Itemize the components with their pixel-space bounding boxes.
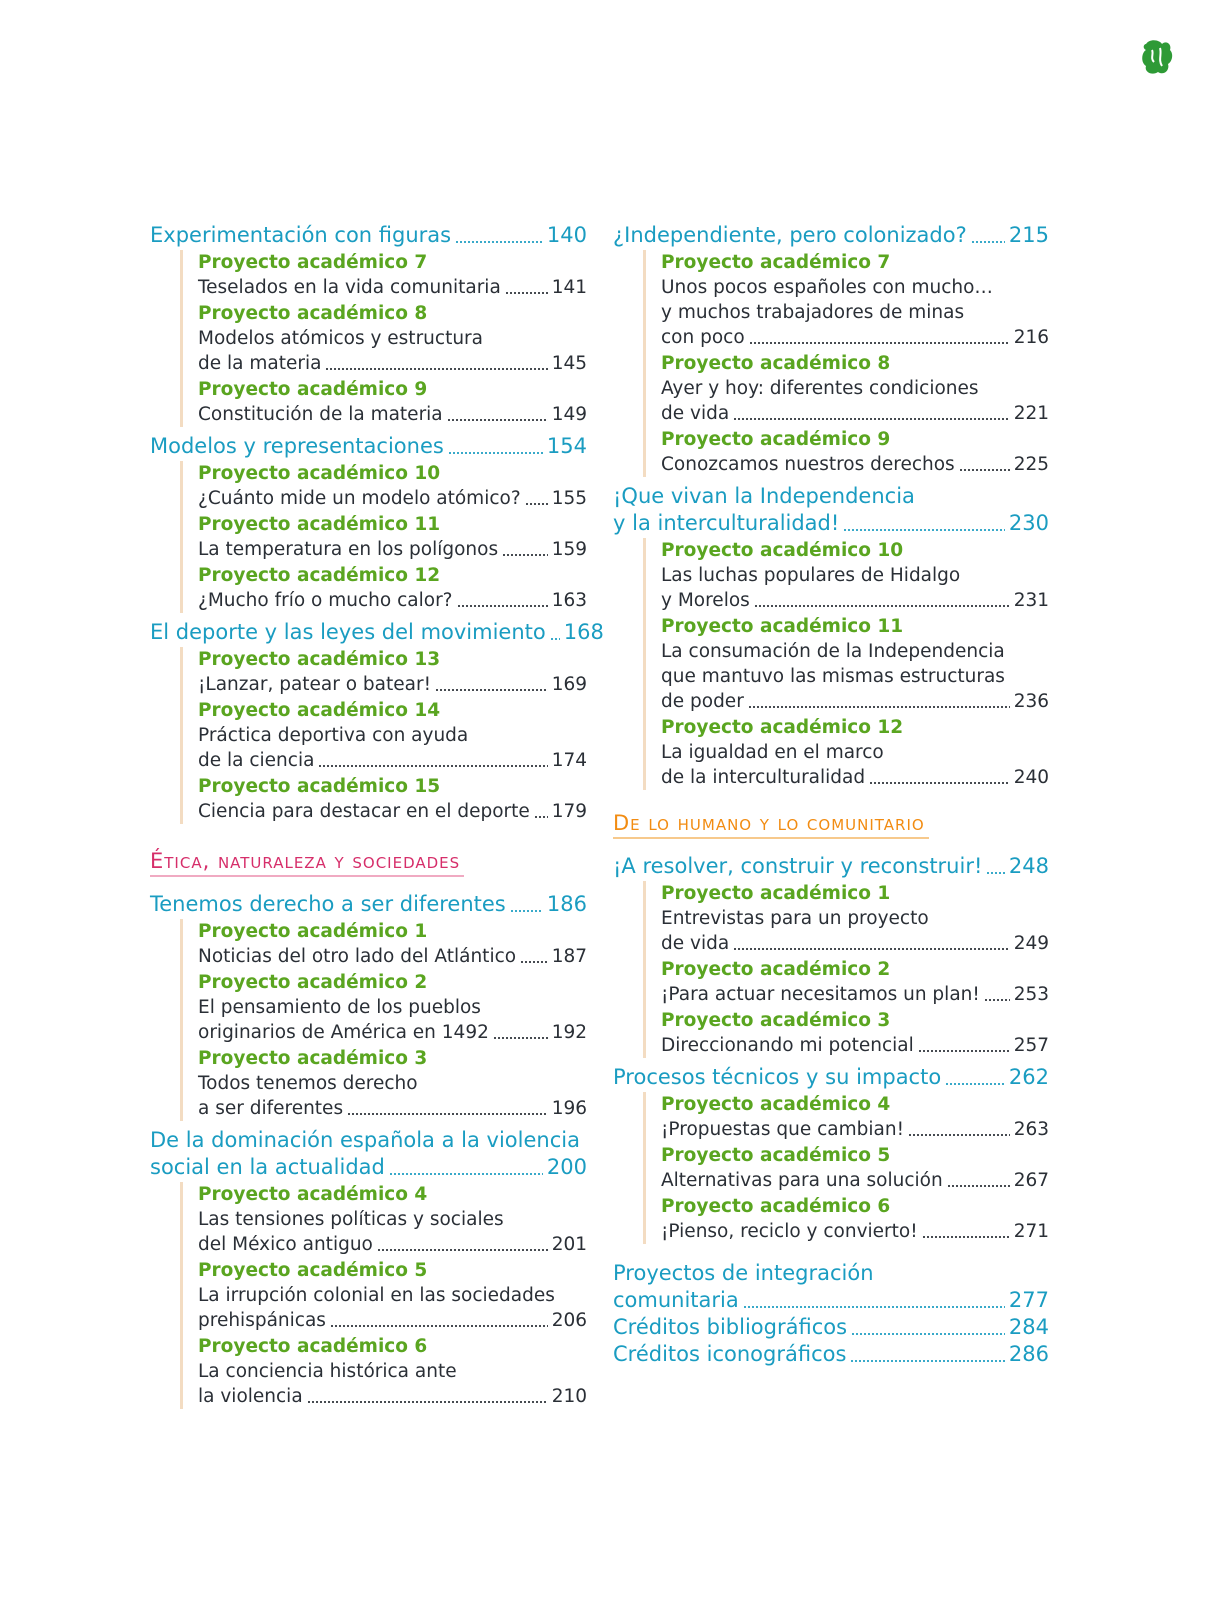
spacer — [613, 1250, 1049, 1260]
page-number: 277 — [1008, 1288, 1049, 1312]
entry-title-text: Modelos y representaciones — [150, 434, 444, 458]
dot-leader — [733, 417, 1010, 421]
project-title-line — [198, 537, 587, 562]
dot-leader — [971, 240, 1005, 244]
project-list — [643, 881, 1049, 1058]
project-label: Proyecto académico 4 — [198, 1184, 428, 1205]
project-title-text: Unos pocos españoles con mucho… — [661, 277, 993, 298]
project-title-line — [198, 1308, 587, 1333]
page-number: 286 — [1008, 1342, 1049, 1366]
project-title-text: Alternativas para una solución — [661, 1170, 943, 1191]
project-title-line — [661, 1219, 1049, 1244]
green-character-logo-icon — [1140, 38, 1174, 76]
entry-title[interactable] — [150, 891, 587, 918]
dot-leader — [455, 240, 543, 244]
project-title-text: prehispánicas — [198, 1310, 326, 1331]
project-title-line — [661, 689, 1049, 714]
page-number: 169 — [551, 674, 587, 695]
project-title-line — [661, 639, 1049, 664]
project-label: Proyecto académico 9 — [661, 429, 891, 450]
project-title-text: ¿Cuánto mide un modelo atómico? — [198, 488, 521, 509]
project-label: Proyecto académico 7 — [661, 252, 891, 273]
dot-leader — [984, 998, 1010, 1002]
project-title-line — [198, 1020, 587, 1045]
dot-leader — [505, 291, 548, 295]
project-title-text: La temperatura en los polígonos — [198, 539, 499, 560]
project-title-text: La conciencia histórica ante — [198, 1361, 457, 1382]
dot-leader — [330, 1324, 548, 1328]
project-title-line — [198, 748, 587, 773]
project-label: Proyecto académico 10 — [661, 540, 904, 561]
project-title-line — [198, 1207, 587, 1232]
project-title-text: ¡Para actuar necesitamos un plan! — [661, 984, 980, 1005]
project-title-text: Direccionando mi potencial — [661, 1035, 914, 1056]
dot-leader — [307, 1400, 548, 1404]
project-item[interactable] — [661, 881, 1049, 956]
project-item[interactable] — [198, 301, 587, 376]
project-title-line — [661, 664, 1049, 689]
entry-title-line — [150, 1127, 587, 1154]
project-item[interactable] — [198, 647, 587, 697]
page-number: 253 — [1013, 984, 1049, 1005]
project-label: Proyecto académico 4 — [661, 1094, 891, 1115]
project-title-text: ¡Propuestas que cambian! — [661, 1119, 904, 1140]
toc-entry[interactable] — [150, 433, 587, 613]
project-item[interactable] — [198, 563, 587, 613]
page-number: 159 — [551, 539, 587, 560]
project-title-line — [661, 452, 1049, 477]
project-label: Proyecto académico 2 — [198, 972, 428, 993]
page-number: 271 — [1013, 1221, 1049, 1242]
page-number: 206 — [551, 1310, 587, 1331]
project-title-line — [661, 401, 1049, 426]
entry-title-text: comunitaria — [613, 1288, 739, 1312]
project-title-text: Todos tenemos derecho — [198, 1073, 418, 1094]
dot-leader — [318, 764, 547, 768]
project-title-line — [661, 275, 1049, 300]
toc-entry[interactable] — [613, 1064, 1049, 1244]
entry-title-text: Créditos iconográficos — [613, 1342, 847, 1366]
project-item[interactable] — [198, 377, 587, 427]
entry-title[interactable] — [613, 1314, 1049, 1341]
project-title-line — [198, 275, 587, 300]
dot-leader — [534, 815, 548, 819]
project-label: Proyecto académico 1 — [198, 921, 428, 942]
toc-right-column — [613, 222, 1049, 1368]
dot-leader — [869, 781, 1010, 785]
dot-leader — [733, 947, 1010, 951]
project-item[interactable] — [661, 1092, 1049, 1142]
toc-entry[interactable] — [150, 222, 587, 427]
project-title-line — [198, 944, 587, 969]
page-number: 141 — [551, 277, 587, 298]
project-title-line — [661, 740, 1049, 765]
entry-title-line — [613, 483, 1049, 510]
project-item[interactable] — [661, 614, 1049, 714]
section-heading: Ética, naturaleza y sociedades — [150, 848, 464, 877]
page-number: 267 — [1013, 1170, 1049, 1191]
dot-leader — [754, 604, 1010, 608]
toc-entry[interactable] — [613, 222, 1049, 477]
entry-title-text: Créditos bibliográficos — [613, 1315, 848, 1339]
project-title-text: Entrevistas para un proyecto — [661, 908, 929, 929]
dot-leader — [510, 909, 543, 913]
project-title-line — [198, 995, 587, 1020]
project-label: Proyecto académico 5 — [198, 1260, 428, 1281]
project-label: Proyecto académico 9 — [198, 379, 428, 400]
project-title-line — [661, 906, 1049, 931]
project-title-text: Constitución de la materia — [198, 404, 443, 425]
dot-leader — [347, 1112, 548, 1116]
project-label: Proyecto académico 2 — [661, 959, 891, 980]
project-label: Proyecto académico 7 — [198, 252, 428, 273]
project-title-line — [661, 376, 1049, 401]
project-item[interactable] — [661, 250, 1049, 350]
project-title-text: El pensamiento de los pueblos — [198, 997, 481, 1018]
project-label: Proyecto académico 3 — [198, 1048, 428, 1069]
project-title-line — [661, 563, 1049, 588]
page-number: 187 — [551, 946, 587, 967]
entry-title[interactable] — [150, 619, 604, 646]
project-item[interactable] — [198, 1182, 587, 1257]
dot-leader — [843, 528, 1005, 532]
entry-title-text: ¡Que vivan la Independencia — [613, 484, 915, 508]
entry-title[interactable] — [150, 433, 587, 460]
project-title-line — [198, 1096, 587, 1121]
project-title-text: del México antiguo — [198, 1234, 373, 1255]
project-item[interactable] — [198, 461, 587, 511]
entry-title-text: Proyectos de integración — [613, 1261, 874, 1285]
project-item[interactable] — [661, 351, 1049, 426]
project-title-line — [198, 799, 587, 824]
dot-leader — [550, 637, 560, 641]
project-title-text: Ayer y hoy: diferentes condiciones — [661, 378, 979, 399]
project-label: Proyecto académico 8 — [198, 303, 428, 324]
project-title-text: ¡Lanzar, patear o batear! — [198, 674, 432, 695]
project-label: Proyecto académico 8 — [661, 353, 891, 374]
project-list — [180, 647, 587, 824]
dot-leader — [377, 1248, 548, 1252]
project-title-line — [661, 325, 1049, 350]
page-number: 221 — [1013, 403, 1049, 424]
project-title-line — [198, 1283, 587, 1308]
entry-title-text: social en la actualidad — [150, 1155, 385, 1179]
dot-leader — [520, 960, 548, 964]
project-label: Proyecto académico 14 — [198, 700, 441, 721]
entry-title-text: ¡A resolver, construir y reconstruir! — [613, 854, 983, 878]
project-list — [180, 919, 587, 1121]
project-title-text: La consumación de la Independencia — [661, 641, 1005, 662]
project-list — [180, 461, 587, 613]
project-label: Proyecto académico 1 — [661, 883, 891, 904]
page-number: 149 — [551, 404, 587, 425]
page-number: 145 — [551, 353, 587, 374]
dot-leader — [922, 1235, 1010, 1239]
project-title-text: ¡Pienso, reciclo y convierto! — [661, 1221, 918, 1242]
page-number: 154 — [546, 434, 587, 458]
page-number: 179 — [551, 801, 587, 822]
entry-title-text: y la interculturalidad! — [613, 511, 840, 535]
project-title-line — [198, 326, 587, 351]
dot-leader — [947, 1184, 1010, 1188]
project-label: Proyecto académico 5 — [661, 1145, 891, 1166]
entry-title-text: Tenemos derecho a ser diferentes — [150, 892, 506, 916]
toc-entry[interactable] — [150, 619, 604, 824]
entry-title[interactable] — [150, 222, 587, 249]
dot-leader — [959, 468, 1010, 472]
project-title-text: originarios de América en 1492 — [198, 1022, 489, 1043]
entry-title-text: De la dominación española a la violencia — [150, 1128, 580, 1152]
project-title-line — [661, 1168, 1049, 1193]
project-title-text: de vida — [661, 933, 730, 954]
page-number: 263 — [1013, 1119, 1049, 1140]
project-title-text: Las luchas populares de Hidalgo — [661, 565, 961, 586]
project-label: Proyecto académico 12 — [661, 717, 904, 738]
project-title-text: Práctica deportiva con ayuda — [198, 725, 469, 746]
dot-leader — [908, 1133, 1010, 1137]
project-list — [180, 250, 587, 427]
project-list — [643, 1092, 1049, 1244]
entry-title[interactable] — [613, 1341, 1049, 1368]
dot-leader — [502, 553, 548, 557]
page-number: 240 — [1013, 767, 1049, 788]
dot-leader — [435, 688, 548, 692]
entry-title-text: Procesos técnicos y su impacto — [613, 1065, 942, 1089]
page-number: 249 — [1013, 933, 1049, 954]
project-label: Proyecto académico 3 — [661, 1010, 891, 1031]
entry-title-text: ¿Independiente, pero colonizado? — [613, 223, 967, 247]
project-item[interactable] — [661, 1143, 1049, 1193]
page-number: 163 — [551, 590, 587, 611]
project-title-text: de vida — [661, 403, 730, 424]
page-number: 230 — [1008, 511, 1049, 535]
dot-leader — [851, 1332, 1005, 1336]
page-number: 192 — [551, 1022, 587, 1043]
project-title-line — [198, 351, 587, 376]
toc-left-column — [150, 222, 604, 1415]
project-item[interactable] — [198, 774, 587, 824]
project-title-line — [198, 486, 587, 511]
dot-leader — [743, 1305, 1005, 1309]
project-list — [643, 538, 1049, 790]
project-item[interactable] — [661, 1008, 1049, 1058]
page-number: 215 — [1008, 223, 1049, 247]
project-item[interactable] — [198, 698, 587, 773]
project-title-line — [661, 1117, 1049, 1142]
dot-leader — [945, 1082, 1005, 1086]
project-title-line — [198, 1071, 587, 1096]
project-title-line — [198, 1232, 587, 1257]
page-number: 210 — [551, 1386, 587, 1407]
closing-entries — [613, 1260, 1049, 1368]
project-label: Proyecto académico 13 — [198, 649, 441, 670]
project-title-line — [661, 765, 1049, 790]
project-item[interactable] — [661, 538, 1049, 613]
dot-leader — [325, 367, 547, 371]
page-number: 262 — [1008, 1065, 1049, 1089]
dot-leader — [457, 604, 548, 608]
entry-title[interactable] — [613, 222, 1049, 249]
project-item[interactable] — [661, 1194, 1049, 1244]
project-title-text: con poco — [661, 327, 745, 348]
entry-title-line — [613, 1260, 1049, 1287]
entry-title[interactable] — [613, 483, 1049, 537]
project-label: Proyecto académico 6 — [198, 1336, 428, 1357]
project-title-text: y Morelos — [661, 590, 750, 611]
project-title-line — [661, 588, 1049, 613]
page-number: 248 — [1008, 854, 1049, 878]
page-number: 196 — [551, 1098, 587, 1119]
project-title-line — [198, 588, 587, 613]
page-number: 216 — [1013, 327, 1049, 348]
project-item[interactable] — [661, 715, 1049, 790]
project-title-text: la violencia — [198, 1386, 303, 1407]
page-number: 201 — [551, 1234, 587, 1255]
project-title-text: que mantuvo las mismas estructuras — [661, 666, 1005, 687]
entry-title[interactable] — [613, 1064, 1049, 1091]
project-title-line — [661, 931, 1049, 956]
page-number: 225 — [1013, 454, 1049, 475]
page-number: 200 — [546, 1155, 587, 1179]
project-title-text: de la materia — [198, 353, 322, 374]
entry-title[interactable] — [613, 853, 1049, 880]
project-item[interactable] — [198, 1046, 587, 1121]
project-title-line — [198, 1359, 587, 1384]
project-item[interactable] — [198, 970, 587, 1045]
page-number: 231 — [1013, 590, 1049, 611]
page-number: 236 — [1013, 691, 1049, 712]
toc-entry[interactable] — [150, 891, 587, 1121]
dot-leader — [448, 451, 543, 455]
project-title-text: Modelos atómicos y estructura — [198, 328, 483, 349]
dot-leader — [525, 502, 548, 506]
project-item[interactable] — [661, 957, 1049, 1007]
toc-entry[interactable] — [613, 1341, 1049, 1368]
project-label: Proyecto académico 10 — [198, 463, 441, 484]
toc-entry[interactable] — [613, 853, 1049, 1058]
project-title-text: Noticias del otro lado del Atlántico — [198, 946, 517, 967]
dot-leader — [918, 1049, 1010, 1053]
project-title-text: Ciencia para destacar en el deporte — [198, 801, 530, 822]
project-title-text: Conozcamos nuestros derechos — [661, 454, 955, 475]
project-title-text: Teselados en la vida comunitaria — [198, 277, 501, 298]
entry-title-line — [613, 510, 1049, 537]
dot-leader — [389, 1172, 543, 1176]
project-label: Proyecto académico 12 — [198, 565, 441, 586]
page-number: 284 — [1008, 1315, 1049, 1339]
page-number: 168 — [563, 620, 604, 644]
dot-leader — [748, 705, 1010, 709]
project-list — [180, 1182, 587, 1409]
page-number: 155 — [551, 488, 587, 509]
project-title-line — [661, 1033, 1049, 1058]
entry-title-text: El deporte y las leyes del movimiento — [150, 620, 546, 644]
project-title-text: de la interculturalidad — [661, 767, 866, 788]
toc-entry[interactable] — [613, 1260, 1049, 1314]
project-title-line — [198, 1384, 587, 1409]
toc-entry[interactable] — [613, 1314, 1049, 1341]
project-item[interactable] — [198, 1334, 587, 1409]
project-label: Proyecto académico 11 — [198, 514, 441, 535]
project-item[interactable] — [198, 250, 587, 300]
page-number: 174 — [551, 750, 587, 771]
project-title-line — [661, 300, 1049, 325]
project-title-text: ¿Mucho frío o mucho calor? — [198, 590, 453, 611]
project-title-text: La irrupción colonial en las sociedades — [198, 1285, 555, 1306]
entry-title[interactable] — [150, 1127, 587, 1181]
project-title-text: y muchos trabajadores de minas — [661, 302, 965, 323]
entry-title-line — [613, 1287, 1049, 1314]
project-item[interactable] — [198, 1258, 587, 1333]
dot-leader — [447, 418, 548, 422]
project-title-line — [661, 982, 1049, 1007]
project-title-text: Las tensiones políticas y sociales — [198, 1209, 504, 1230]
entry-title-line — [150, 1154, 587, 1181]
toc-entry[interactable] — [150, 1127, 587, 1409]
project-list — [643, 250, 1049, 477]
project-title-text: La igualdad en el marco — [661, 742, 884, 763]
dot-leader — [986, 871, 1005, 875]
entry-title[interactable] — [613, 1260, 1049, 1314]
page-number: 140 — [546, 223, 587, 247]
page-number: 257 — [1013, 1035, 1049, 1056]
project-title-line — [198, 402, 587, 427]
project-title-line — [198, 723, 587, 748]
project-title-line — [198, 672, 587, 697]
toc-entry[interactable] — [613, 483, 1049, 790]
project-title-text: de la ciencia — [198, 750, 315, 771]
section-heading: De lo humano y lo comunitario — [613, 810, 929, 839]
dot-leader — [850, 1359, 1005, 1363]
dot-leader — [749, 341, 1010, 345]
dot-leader — [493, 1036, 548, 1040]
entry-title-text: Experimentación con figuras — [150, 223, 452, 247]
page-number: 186 — [546, 892, 587, 916]
project-label: Proyecto académico 11 — [661, 616, 904, 637]
project-label: Proyecto académico 6 — [661, 1196, 891, 1217]
project-title-text: a ser diferentes — [198, 1098, 344, 1119]
project-item[interactable] — [661, 427, 1049, 477]
project-item[interactable] — [198, 512, 587, 562]
project-title-text: de poder — [661, 691, 744, 712]
project-item[interactable] — [198, 919, 587, 969]
project-label: Proyecto académico 15 — [198, 776, 441, 797]
